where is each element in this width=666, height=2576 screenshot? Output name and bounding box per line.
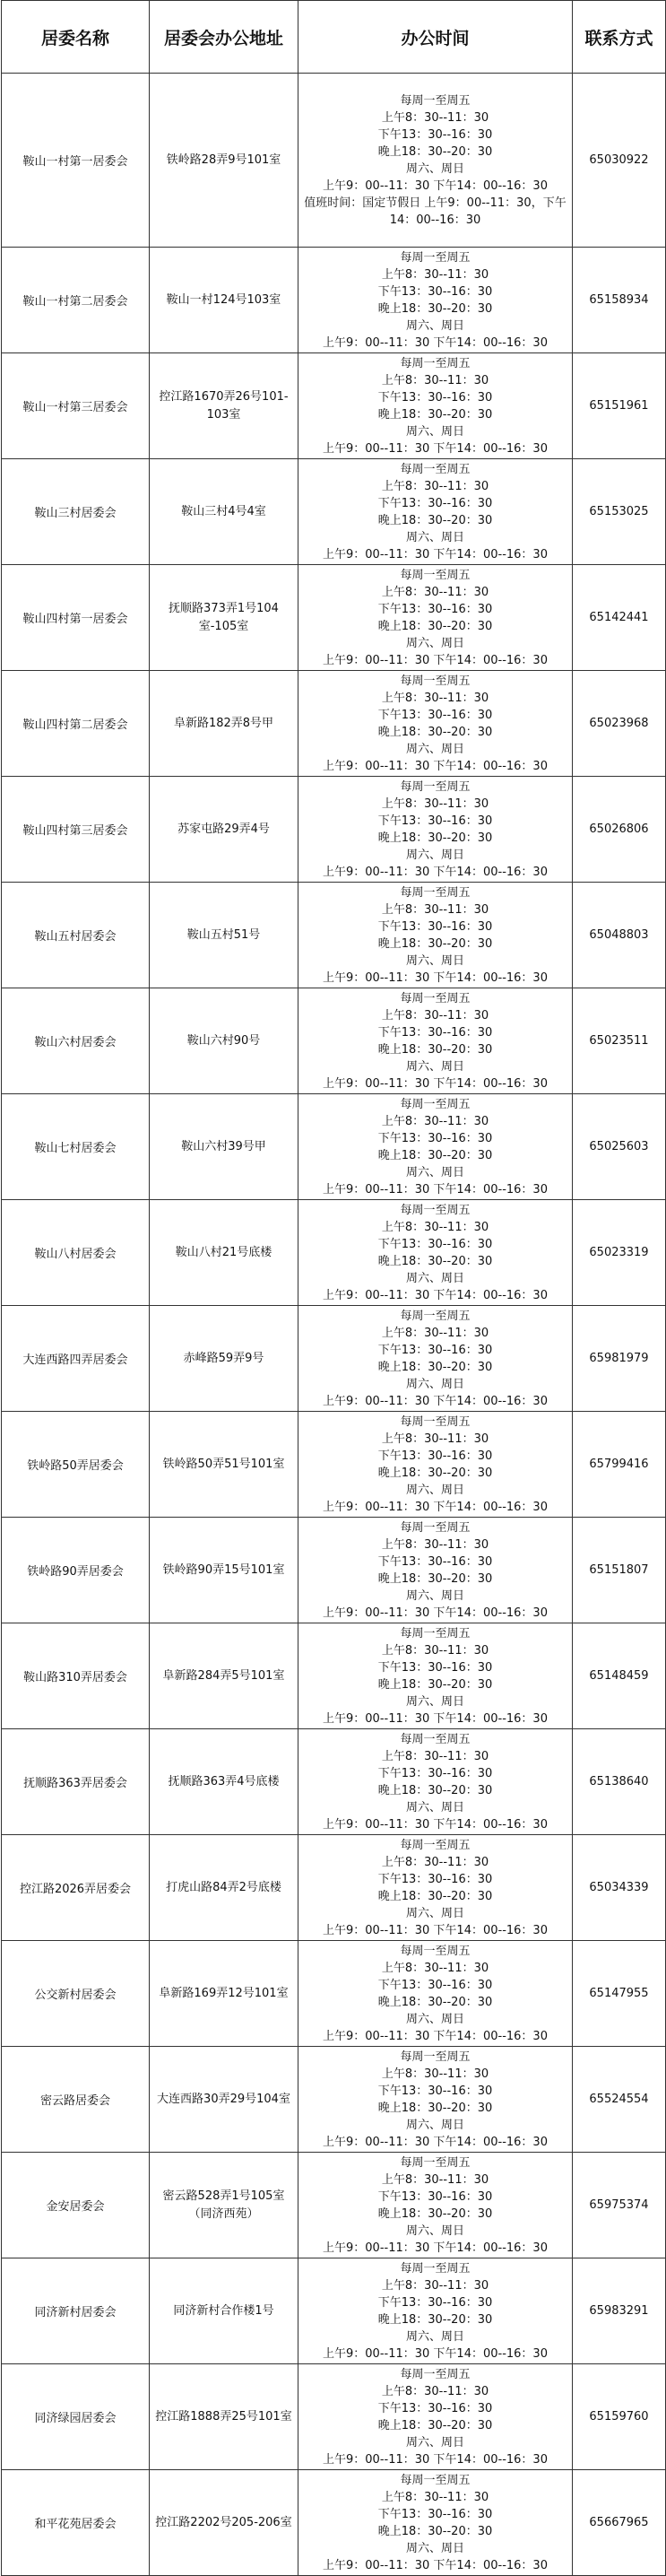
hours-line-weekday-title: 每周一至周五 xyxy=(400,1520,471,1535)
hours-line-weekend-hours: 上午9：00--11：30 下午14：00--16：30 xyxy=(323,1288,548,1302)
hours-line-afternoon: 下午13：30--16：30 xyxy=(377,127,493,142)
hours-line-weekend-hours: 上午9：00--11：30 下午14：00--16：30 xyxy=(323,2452,548,2467)
office-address: 同济新村合作楼1号 xyxy=(150,2258,298,2364)
hours-line-afternoon: 下午13：30--16：30 xyxy=(377,2189,493,2204)
hours-line-weekday-title: 每周一至周五 xyxy=(400,674,471,688)
hours-line-weekday-title: 每周一至周五 xyxy=(400,1309,471,1323)
hours-line-afternoon: 下午13：30--16：30 xyxy=(377,1978,493,1992)
hours-line-weekday-title: 每周一至周五 xyxy=(400,779,471,794)
hours-line-weekday-title: 每周一至周五 xyxy=(400,2473,471,2487)
office-address: 阜新路169弄12号101室 xyxy=(150,1941,298,2047)
office-hours xyxy=(298,353,573,459)
hours-line-weekend-title: 周六、周日 xyxy=(405,2435,464,2450)
hours-line-evening: 晚上18：30--20：30 xyxy=(377,831,493,845)
committee-name: 控江路2026弄居委会 xyxy=(2,1835,150,1941)
office-hours xyxy=(298,988,573,1094)
hours-line-weekday-title: 每周一至周五 xyxy=(400,356,471,370)
table-row xyxy=(2,883,666,988)
hours-line-morning: 上午8：30--11：30 xyxy=(381,1855,489,1869)
hours-line-evening: 晚上18：30--20：30 xyxy=(377,1148,493,1162)
hours-line-weekend-hours: 上午9：00--11：30 下午14：00--16：30 xyxy=(323,2029,548,2043)
contact-phone: 65030922 xyxy=(573,74,666,248)
committee-name: 鞍山六村居委会 xyxy=(2,988,150,1094)
hours-line-weekend-hours: 上午9：00--11：30 下午14：00--16：30 xyxy=(323,1923,548,1937)
table-row xyxy=(2,671,666,777)
hours-line-afternoon: 下午13：30--16：30 xyxy=(377,2295,493,2310)
hours-line-weekend-title: 周六、周日 xyxy=(405,318,464,333)
office-address: 鞍山三村4号4室 xyxy=(150,459,298,565)
hours-line-evening: 晚上18：30--20：30 xyxy=(377,1571,493,1586)
contact-phone: 65153025 xyxy=(573,459,666,565)
hours-line-evening: 晚上18：30--20：30 xyxy=(377,1677,493,1692)
contact-phone: 65026806 xyxy=(573,777,666,883)
table-header xyxy=(2,1,666,74)
committee-name: 鞍山四村第一居委会 xyxy=(2,565,150,671)
hours-line-morning: 上午8：30--11：30 xyxy=(381,1961,489,1975)
hours-line-afternoon: 下午13：30--16：30 xyxy=(377,814,493,828)
hours-line-morning: 上午8：30--11：30 xyxy=(381,2278,489,2293)
contact-phone: 65023319 xyxy=(573,1200,666,1306)
hours-line-weekend-title: 周六、周日 xyxy=(405,636,464,650)
hours-line-weekend-hours: 上午9：00--11：30 下午14：00--16：30 xyxy=(323,2346,548,2361)
hours-line-afternoon: 下午13：30--16：30 xyxy=(377,2507,493,2521)
hours-line-evening: 晚上18：30--20：30 xyxy=(377,725,493,739)
committee-name: 大连西路四弄居委会 xyxy=(2,1306,150,1412)
office-hours xyxy=(298,1200,573,1306)
hours-line-morning: 上午8：30--11：30 xyxy=(381,691,489,705)
office-address: 控江路1670弄26号101-103室 xyxy=(150,353,298,459)
office-address: 赤峰路59弄9号 xyxy=(150,1306,298,1412)
hours-line-weekday-title: 每周一至周五 xyxy=(400,1838,471,1852)
hours-line-morning: 上午8：30--11：30 xyxy=(381,585,489,599)
table-row xyxy=(2,2047,666,2153)
hours-line-weekend-hours: 上午9：00--11：30 下午14：00--16：30 xyxy=(323,547,548,561)
office-hours xyxy=(298,1094,573,1200)
committee-name: 鞍山一村第三居委会 xyxy=(2,353,150,459)
hours-line-evening: 晚上18：30--20：30 xyxy=(377,513,493,527)
table-row xyxy=(2,1518,666,1623)
hours-line-evening: 晚上18：30--20：30 xyxy=(377,1783,493,1797)
contact-phone: 65151807 xyxy=(573,1518,666,1623)
hours-line-afternoon: 下午13：30--16：30 xyxy=(377,1237,493,1251)
hours-line-weekend-title: 周六、周日 xyxy=(405,1588,464,1603)
hours-line-weekday-title: 每周一至周五 xyxy=(400,1203,471,1217)
table-row xyxy=(2,1306,666,1412)
hours-line-weekday-title: 每周一至周五 xyxy=(400,1414,471,1429)
office-address: 鞍山六村90号 xyxy=(150,988,298,1094)
table-row xyxy=(2,565,666,671)
contact-phone: 65148459 xyxy=(573,1623,666,1729)
contact-phone: 65034339 xyxy=(573,1835,666,1941)
hours-line-weekday-title: 每周一至周五 xyxy=(400,2367,471,2381)
hours-line-morning: 上午8：30--11：30 xyxy=(381,1749,489,1763)
office-hours xyxy=(298,1306,573,1412)
hours-line-morning: 上午8：30--11：30 xyxy=(381,1114,489,1128)
contact-phone: 65158934 xyxy=(573,248,666,353)
hours-line-evening: 晚上18：30--20：30 xyxy=(377,936,493,951)
hours-line-weekend-title: 周六、周日 xyxy=(405,953,464,968)
hours-line-weekend-title: 周六、周日 xyxy=(405,1483,464,1497)
office-address: 鞍山一村124号103室 xyxy=(150,248,298,353)
hours-line-morning: 上午8：30--11：30 xyxy=(381,1008,489,1023)
hours-line-weekend-title: 周六、周日 xyxy=(405,1694,464,1709)
office-address: 苏家屯路29弄4号 xyxy=(150,777,298,883)
hours-line-morning: 上午8：30--11：30 xyxy=(381,796,489,811)
hours-line-weekend-title: 周六、周日 xyxy=(405,2012,464,2026)
table-row xyxy=(2,459,666,565)
hours-line-afternoon: 下午13：30--16：30 xyxy=(377,1131,493,1145)
hours-line-weekday-title: 每周一至周五 xyxy=(400,2155,471,2170)
hours-line-evening: 晚上18：30--20：30 xyxy=(377,407,493,422)
hours-line-weekday-title: 每周一至周五 xyxy=(400,2049,471,2064)
table-row xyxy=(2,777,666,883)
office-address: 阜新路284弄5号101室 xyxy=(150,1623,298,1729)
table-row xyxy=(2,1729,666,1835)
hours-line-afternoon: 下午13：30--16：30 xyxy=(377,1554,493,1569)
committee-name: 鞍山一村第二居委会 xyxy=(2,248,150,353)
table-row xyxy=(2,2470,666,2576)
committee-name: 金安居委会 xyxy=(2,2153,150,2258)
table-row xyxy=(2,2364,666,2470)
office-hours xyxy=(298,2047,573,2153)
hours-line-weekend-title: 周六、周日 xyxy=(405,2118,464,2132)
committee-name: 鞍山五村居委会 xyxy=(2,883,150,988)
hours-line-evening: 晚上18：30--20：30 xyxy=(377,1466,493,1480)
contact-phone: 65983291 xyxy=(573,2258,666,2364)
office-hours xyxy=(298,248,573,353)
hours-line-afternoon: 下午13：30--16：30 xyxy=(377,1025,493,1040)
hours-line-weekday-title: 每周一至周五 xyxy=(400,250,471,265)
office-hours xyxy=(298,74,573,248)
hours-line-weekend-hours: 上午9：00--11：30 下午14：00--16：30 xyxy=(323,1076,548,1091)
hours-line-afternoon: 下午13：30--16：30 xyxy=(377,284,493,299)
hours-line-weekend-title: 周六、周日 xyxy=(405,1906,464,1920)
hours-line-weekend-title: 周六、周日 xyxy=(405,1377,464,1391)
committee-name: 密云路居委会 xyxy=(2,2047,150,2153)
hours-line-weekday-title: 每周一至周五 xyxy=(400,991,471,1005)
table-row xyxy=(2,353,666,459)
hours-line-afternoon: 下午13：30--16：30 xyxy=(377,1872,493,1886)
hours-line-weekend-title: 周六、周日 xyxy=(405,424,464,439)
hours-line-weekday-title: 每周一至周五 xyxy=(400,1097,471,1111)
committee-name: 铁岭路90弄居委会 xyxy=(2,1518,150,1623)
office-address: 铁岭路90弄15号101室 xyxy=(150,1518,298,1623)
hours-line-weekend-title: 周六、周日 xyxy=(405,1059,464,1074)
office-address: 铁岭路28弄9号101室 xyxy=(150,74,298,248)
contact-phone: 65023511 xyxy=(573,988,666,1094)
hours-line-weekday-title: 每周一至周五 xyxy=(400,93,471,108)
office-address: 打虎山路84弄2号底楼 xyxy=(150,1835,298,1941)
hours-line-weekend-hours: 上午9：00--11：30 下午14：00--16：30 xyxy=(323,865,548,879)
office-address: 控江路1888弄25号101室 xyxy=(150,2364,298,2470)
header-phone: 联系方式 xyxy=(573,1,666,74)
contact-phone: 65667965 xyxy=(573,2470,666,2576)
hours-line-morning: 上午8：30--11：30 xyxy=(381,2490,489,2504)
table-row xyxy=(2,1200,666,1306)
header-row xyxy=(2,1,666,74)
hours-line-afternoon: 下午13：30--16：30 xyxy=(377,1343,493,1357)
hours-line-weekend-hours: 上午9：00--11：30 下午14：00--16：30 xyxy=(323,970,548,985)
committee-name: 铁岭路50弄居委会 xyxy=(2,1412,150,1518)
hours-line-evening: 晚上18：30--20：30 xyxy=(377,301,493,316)
hours-line-evening: 晚上18：30--20：30 xyxy=(377,1360,493,1374)
hours-line-morning: 上午8：30--11：30 xyxy=(381,1432,489,1446)
hours-line-weekend-hours: 上午9：00--11：30 下午14：00--16：30 xyxy=(323,653,548,667)
office-hours xyxy=(298,671,573,777)
hours-line-afternoon: 下午13：30--16：30 xyxy=(377,390,493,405)
hours-line-afternoon: 下午13：30--16：30 xyxy=(377,1766,493,1780)
office-hours xyxy=(298,2470,573,2576)
contact-phone: 65799416 xyxy=(573,1412,666,1518)
hours-line-weekend-hours: 上午9：00--11：30 下午14：00--16：30 xyxy=(323,1817,548,1832)
hours-line-weekend-hours: 上午9：00--11：30 下午14：00--16：30 xyxy=(323,759,548,773)
office-hours xyxy=(298,1623,573,1729)
hours-line-weekend-hours: 上午9：00--11：30 下午14：00--16：30 xyxy=(323,1711,548,1726)
table-body xyxy=(2,74,666,2576)
hours-line-evening: 晚上18：30--20：30 xyxy=(377,1254,493,1268)
hours-line-weekend-hours: 上午9：00--11：30 下午14：00--16：30 xyxy=(323,2135,548,2149)
hours-line-weekend-title: 周六、周日 xyxy=(405,1271,464,1285)
contact-phone: 65147955 xyxy=(573,1941,666,2047)
table-row xyxy=(2,248,666,353)
office-hours xyxy=(298,883,573,988)
table-row xyxy=(2,2153,666,2258)
hours-line-weekend-hours: 上午9：00--11：30 下午14：00--16：30 xyxy=(323,1182,548,1197)
hours-line-weekday-title: 每周一至周五 xyxy=(400,462,471,476)
hours-line-morning: 上午8：30--11：30 xyxy=(381,267,489,282)
hours-line-weekend-title: 周六、周日 xyxy=(405,1165,464,1179)
office-address: 阜新路182弄8号甲 xyxy=(150,671,298,777)
hours-line-afternoon: 下午13：30--16：30 xyxy=(377,708,493,722)
hours-line-weekday-title: 每周一至周五 xyxy=(400,568,471,582)
office-hours xyxy=(298,1412,573,1518)
office-hours xyxy=(298,777,573,883)
committee-name: 鞍山四村第二居委会 xyxy=(2,671,150,777)
hours-line-evening: 晚上18：30--20：30 xyxy=(377,2418,493,2432)
hours-line-evening: 晚上18：30--20：30 xyxy=(377,1995,493,2009)
office-hours xyxy=(298,459,573,565)
contact-phone: 65975374 xyxy=(573,2153,666,2258)
committee-name: 和平花苑居委会 xyxy=(2,2470,150,2576)
hours-line-morning: 上午8：30--11：30 xyxy=(381,373,489,387)
contact-phone: 65151961 xyxy=(573,353,666,459)
hours-line-morning: 上午8：30--11：30 xyxy=(381,1326,489,1340)
office-hours xyxy=(298,1941,573,2047)
office-address: 鞍山五村51号 xyxy=(150,883,298,988)
hours-line-morning: 上午8：30--11：30 xyxy=(381,2067,489,2081)
header-hours: 办公时间 xyxy=(298,1,573,74)
contact-phone: 65524554 xyxy=(573,2047,666,2153)
contact-phone: 65142441 xyxy=(573,565,666,671)
hours-line-weekend-hours: 上午9：00--11：30 下午14：00--16：30 xyxy=(323,2558,548,2572)
hours-line-evening: 晚上18：30--20：30 xyxy=(377,2101,493,2115)
committee-name: 鞍山四村第三居委会 xyxy=(2,777,150,883)
header-name: 居委名称 xyxy=(2,1,150,74)
hours-line-morning: 上午8：30--11：30 xyxy=(381,2384,489,2398)
hours-line-afternoon: 下午13：30--16：30 xyxy=(377,602,493,616)
hours-line-afternoon: 下午13：30--16：30 xyxy=(377,496,493,510)
hours-line-weekend-hours: 上午9：00--11：30 下午14：00--16：30 xyxy=(323,2241,548,2255)
committee-name: 同济绿园居委会 xyxy=(2,2364,150,2470)
committee-name: 鞍山八村居委会 xyxy=(2,1200,150,1306)
table-row xyxy=(2,1941,666,2047)
table-row xyxy=(2,1094,666,1200)
hours-line-evening: 晚上18：30--20：30 xyxy=(377,144,493,159)
table-row xyxy=(2,1412,666,1518)
hours-line-morning: 上午8：30--11：30 xyxy=(381,479,489,493)
office-address: 控江路2202号205-206室 xyxy=(150,2470,298,2576)
table-row xyxy=(2,988,666,1094)
hours-line-afternoon: 下午13：30--16：30 xyxy=(377,1449,493,1463)
hours-line-weekend-title: 周六、周日 xyxy=(405,2329,464,2344)
hours-line-weekday-title: 每周一至周五 xyxy=(400,1944,471,1958)
hours-line-morning: 上午8：30--11：30 xyxy=(381,1643,489,1658)
office-hours xyxy=(298,2258,573,2364)
hours-line-evening: 晚上18：30--20：30 xyxy=(377,1042,493,1057)
office-hours xyxy=(298,1835,573,1941)
hours-line-evening: 晚上18：30--20：30 xyxy=(377,2206,493,2221)
hours-line-weekday-title: 每周一至周五 xyxy=(400,1732,471,1746)
hours-line-afternoon: 下午13：30--16：30 xyxy=(377,2084,493,2098)
hours-line-morning: 上午8：30--11：30 xyxy=(381,1537,489,1552)
hours-line-weekend-hours: 上午9：00--11：30 下午14：00--16：30 xyxy=(323,1500,548,1514)
hours-line-evening: 晚上18：30--20：30 xyxy=(377,2312,493,2327)
table-row xyxy=(2,1623,666,1729)
hours-line-weekend-title: 周六、周日 xyxy=(405,530,464,544)
committee-name: 同济新村居委会 xyxy=(2,2258,150,2364)
office-hours xyxy=(298,2153,573,2258)
hours-line-morning: 上午8：30--11：30 xyxy=(381,902,489,917)
office-address: 抚顺路363弄4号底楼 xyxy=(150,1729,298,1835)
hours-line-weekend-hours: 上午9：00--11：30 下午14：00--16：30 xyxy=(323,1394,548,1408)
hours-line-weekday-title: 每周一至周五 xyxy=(400,1626,471,1640)
committee-name: 鞍山七村居委会 xyxy=(2,1094,150,1200)
hours-line-afternoon: 下午13：30--16：30 xyxy=(377,1660,493,1675)
hours-line-weekday-title: 每周一至周五 xyxy=(400,2261,471,2276)
committee-name: 公交新村居委会 xyxy=(2,1941,150,2047)
office-hours xyxy=(298,1729,573,1835)
hours-line-weekend-title: 周六、周日 xyxy=(405,2541,464,2555)
office-address: 大连西路30弄29号104室 xyxy=(150,2047,298,2153)
hours-line-weekend-title: 周六、周日 xyxy=(405,1800,464,1815)
hours-line-evening: 晚上18：30--20：30 xyxy=(377,2524,493,2538)
hours-line-weekend-title: 周六、周日 xyxy=(405,2224,464,2238)
hours-line-morning: 上午8：30--11：30 xyxy=(381,110,489,125)
hours-line-evening: 晚上18：30--20：30 xyxy=(377,619,493,633)
committee-name: 鞍山路310弄居委会 xyxy=(2,1623,150,1729)
hours-line-evening: 晚上18：30--20：30 xyxy=(377,1889,493,1903)
contact-phone: 65048803 xyxy=(573,883,666,988)
office-hours xyxy=(298,565,573,671)
hours-line-weekend-title: 周六、周日 xyxy=(405,742,464,756)
office-address: 鞍山八村21号底楼 xyxy=(150,1200,298,1306)
hours-line-morning: 上午8：30--11：30 xyxy=(381,2172,489,2187)
office-hours xyxy=(298,1518,573,1623)
office-address: 铁岭路50弄51号101室 xyxy=(150,1412,298,1518)
header-address: 居委会办公地址 xyxy=(150,1,298,74)
contact-phone: 65023968 xyxy=(573,671,666,777)
hours-line-afternoon: 下午13：30--16：30 xyxy=(377,2401,493,2415)
hours-line-weekday-title: 每周一至周五 xyxy=(400,885,471,900)
residents-committee-table xyxy=(1,0,666,2576)
hours-line-weekend-hours: 上午9：00--11：30 下午14：00--16：30 xyxy=(323,1606,548,1620)
hours-line-duty: 值班时间：国定节假日 上午9：00--11：30，下午14：00--16：30 xyxy=(304,196,567,227)
contact-phone: 65981979 xyxy=(573,1306,666,1412)
contact-phone: 65025603 xyxy=(573,1094,666,1200)
committee-name: 鞍山一村第一居委会 xyxy=(2,74,150,248)
office-address: 抚顺路373弄1号104室-105室 xyxy=(150,565,298,671)
hours-line-weekend-hours: 上午9：00--11：30 下午14：00--16：30 xyxy=(323,178,548,193)
hours-line-weekend-title: 周六、周日 xyxy=(405,161,464,176)
committee-name: 抚顺路363弄居委会 xyxy=(2,1729,150,1835)
contact-phone: 65138640 xyxy=(573,1729,666,1835)
table-row xyxy=(2,2258,666,2364)
office-address: 密云路528弄1号105室（同济西苑） xyxy=(150,2153,298,2258)
office-hours xyxy=(298,2364,573,2470)
hours-line-weekend-hours: 上午9：00--11：30 下午14：00--16：30 xyxy=(323,441,548,456)
hours-line-weekend-hours: 上午9：00--11：30 下午14：00--16：30 xyxy=(323,335,548,350)
office-address: 鞍山六村39号甲 xyxy=(150,1094,298,1200)
table-row xyxy=(2,1835,666,1941)
hours-line-afternoon: 下午13：30--16：30 xyxy=(377,919,493,934)
hours-line-weekend-title: 周六、周日 xyxy=(405,848,464,862)
contact-phone: 65159760 xyxy=(573,2364,666,2470)
committee-name: 鞍山三村居委会 xyxy=(2,459,150,565)
hours-line-morning: 上午8：30--11：30 xyxy=(381,1220,489,1234)
table-row xyxy=(2,74,666,248)
